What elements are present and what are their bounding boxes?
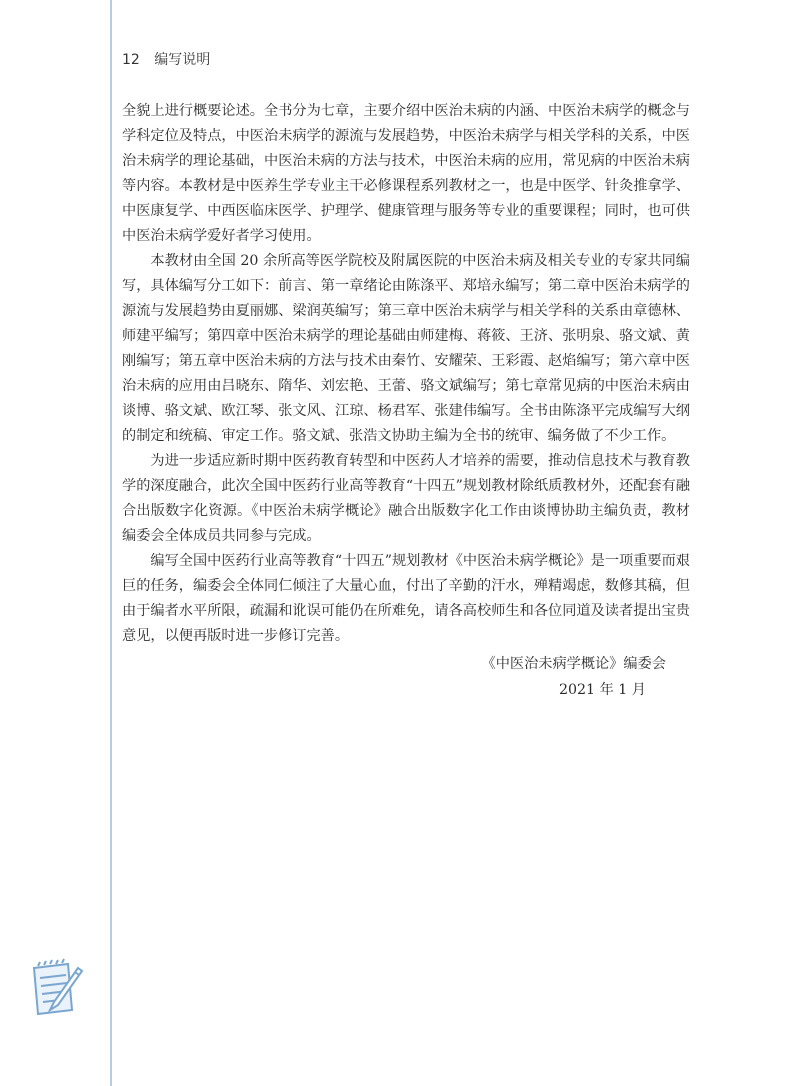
sign-date: 2021 年 1 月: [558, 682, 646, 698]
paragraph-digital: 为进一步适应新时期中医药教育转型和中医药人才培养的需要，推动信息技术与教育教学的深度融合，此次全国中医药行业高等教育“十四五”规划教材除纸质教材外，还配套有融合出版数字化资源。《中医治未病学概论》融合出版数字化工作由谈博协助主编负责，教材编委会全体成员共同参与完成。: [122, 453, 690, 544]
notebook-pencil-icon: [30, 958, 86, 1024]
body-text: [122, 99, 690, 649]
signature-block: [482, 651, 666, 703]
page-number: 12: [122, 52, 140, 68]
margin-rule: [110, 0, 112, 1086]
committee-name: 《中医治未病学概论》编委会: [481, 656, 666, 672]
running-header: [122, 49, 210, 69]
paragraph-closing: 编写全国中医药行业高等教育“十四五”规划教材《中医治未病学概论》是一项重要而艰巨的任务，编委会全体同仁倾注了大量心血，付出了辛勤的汗水，殚精竭虑，数修其稿，但由于编者水平所限，疏漏和讹误可能仍在所难免，请各高校师生和各位同道及读者提出宝贵意见，以便再版时进一步修订完善。: [122, 553, 690, 644]
section-title: 编写说明: [154, 52, 211, 68]
paragraph-continued: 全貌上进行概要论述。全书分为七章，主要介绍中医治未病的内涵、中医治未病学的概念与学科定位及特点，中医治未病学的源流与发展趋势，中医治未病学与相关学科的关系，中医治未病学的理论基础，中医治未病的方法与技术，中医治未病的应用，常见病的中医治未病等内容。本教材是中医养生学专业主干必修课程系列教材之一，也是中医学、针灸推拿学、中医康复学、中西医临床医学、护理学、健康管理与服务等专业的重要课程；同时，也可供中医治未病学爱好者学习使用。: [122, 103, 690, 244]
paragraph-authors: 本教材由全国 20 余所高等医学院校及附属医院的中医治未病及相关专业的专家共同编写，具体编写分工如下：前言、第一章绪论由陈涤平、郑培永编写；第二章中医治未病学的源流与发展趋势由夏丽娜、梁润英编写；第三章中医治未病学与相关学科的关系由章德林、师建平编写；第四章中医治未病学的理论基础由师建梅、蒋筱、王济、张明泉、骆文斌、黄刚编写；第五章中医治未病的方法与技术由秦竹、安耀荣、王彩霞、赵焰编写；第六章中医治未病的应用由吕晓东、隋华、刘宏艳、王蕾、骆文斌编写；第七章常见病的中医治未病由谈博、骆文斌、欧江琴、张文风、江琼、杨君军、张建伟编写。全书由陈涤平完成编写大纲的制定和统稿、审定工作。骆文斌、张浩文协助主编为全书的统审、编务做了不少工作。: [122, 253, 690, 444]
